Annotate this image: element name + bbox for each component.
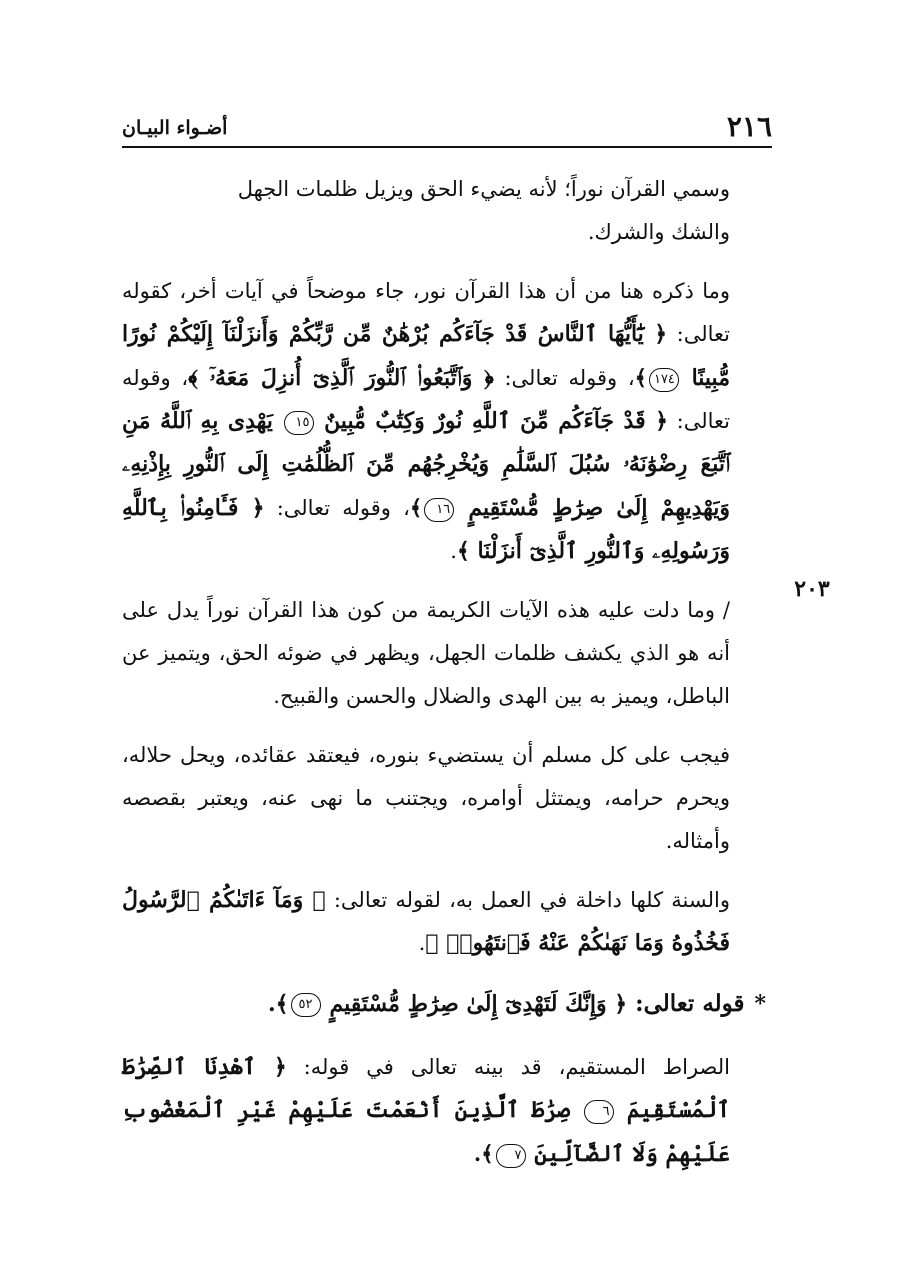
- book-title: أضـواء البيـان: [122, 117, 228, 139]
- paragraph-text: وسمي القرآن نوراً؛ لأنه يضيء الحق ويزيل ظلمات الجهل: [237, 177, 730, 201]
- quran-verse: ﴿ يَٰٓأَيُّهَا ٱلنَّاسُ قَدْ جَآءَكُم بُرْهَٰنٌ مِّن رَّبِّكُمْ وَأَنزَلْنَآ إِلَيْكُمْ نُورًا مُّبِينًا: [122, 321, 730, 391]
- quran-verse: ﴿ وَٱتَّبَعُوا۟ ٱلنُّورَ ٱلَّذِىٓ أُنزِلَ مَعَهُۥٓ ﴾: [188, 365, 494, 391]
- margin-page-reference: ٢٠٣: [794, 576, 830, 602]
- paragraph-text: ، وقوله تعالى:: [264, 496, 410, 520]
- quran-verse: ﴿ وَإِنَّكَ لَتَهْدِىٓ إِلَىٰ صِرَٰطٍ مُّسْتَقِيمٍ: [329, 991, 628, 1017]
- paragraph-verses-on-light: [122, 270, 772, 573]
- verse-number-badge: ١٥: [284, 411, 314, 435]
- verse-number-badge: ١٧٤: [649, 368, 679, 392]
- verse-number-badge: ٥٢: [291, 993, 321, 1017]
- paragraph-text: فيجب على كل مسلم أن يستضيء بنوره، فيعتقد عقائده، ويحل حلاله، ويحرم حرامه، ويمتثل أوامره، ويجتنب ما نهى عنه، ويعتبر بقصصه وأمثاله.: [122, 743, 730, 853]
- verse-number-badge: ١٦: [424, 498, 454, 522]
- paragraph-text: / وما دلت عليه هذه الآيات الكريمة من كون هذا القرآن نوراً يدل على أنه هو الذي يكشف ظلمات الجهل، ويظهر في ضوئه الحق، ويتميز عن الباطل، ويميز به بين الهدى والضلال والحسن والقبيح.: [122, 598, 730, 708]
- verse-close-bracket: ﴾.: [473, 1141, 494, 1166]
- star-marker-icon: *: [754, 991, 767, 1017]
- quran-verse: ﴿ ٱهْدِنَا ٱلصِّرَٰطَ ٱلْمُسْتَقِيمَ: [122, 1054, 730, 1123]
- quran-verse: ﴿ وَمَآ ءَاتَىٰكُمُ ٱلرَّسُولُ فَخُذُوهُ وَمَا نَهَىٰكُمْ عَنْهُ فَٱنتَهُوا۟ ﴾: [122, 887, 730, 956]
- paragraph-text: .: [450, 539, 457, 563]
- verse-close-bracket: ﴾.: [267, 991, 289, 1017]
- verse-number-badge: ٦: [584, 1100, 614, 1124]
- page-header: [122, 108, 772, 148]
- page-number: ٢١٦: [726, 110, 772, 143]
- quran-verse: صِرَٰطَ ٱلَّذِينَ أَنْعَمْتَ عَلَيْهِمْ غَيْرِ ٱلْمَغْضُوبِ عَلَيْهِمْ وَلَا ٱلضَّآلِّينَ: [122, 1097, 730, 1167]
- paragraph-text: .: [418, 931, 426, 955]
- paragraph-text: وما ذكره هنا من أن هذا القرآن نور، جاء موضحاً في آيات أخر، كقوله تعالى:: [122, 279, 730, 346]
- paragraph-sunnah: [122, 879, 772, 965]
- heading-lead: قوله تعالى:: [627, 990, 745, 1017]
- verse-close-bracket: ﴾: [409, 495, 423, 520]
- quran-verse: ﴿ قَدْ جَآءَكُم مِّنَ ٱللَّهِ نُورٌ وَكِتَٰبٌ مُّبِينٌ: [324, 408, 669, 434]
- paragraph-text: ، وقوله تعالى:: [493, 366, 635, 390]
- quran-verse: ﴿ فَـَٔامِنُوا۟ بِٱللَّهِ وَرَسُولِهِۦ وَٱلنُّورِ ٱلَّذِىٓ أَنزَلْنَا ﴾: [122, 495, 730, 564]
- paragraph-text: الصراط المستقيم، قد بينه تعالى في قوله:: [286, 1055, 730, 1079]
- paragraph-text: والشك والشرك.: [587, 220, 730, 244]
- paragraph-meaning-of-light: [122, 589, 772, 718]
- page-body: [122, 168, 772, 1168]
- paragraph-duty-of-muslim: [122, 734, 772, 863]
- paragraph-text: ، وقوله تعالى:: [122, 366, 730, 433]
- paragraph-quran-light: [122, 168, 772, 254]
- verse-close-bracket: ﴾: [634, 365, 647, 390]
- section-heading: [122, 981, 772, 1028]
- paragraph-straight-path: [122, 1046, 772, 1176]
- verse-number-badge: ٧: [496, 1144, 526, 1168]
- quran-verse: يَهْدِى بِهِ ٱللَّهُ مَنِ ٱتَّبَعَ رِضْوَٰنَهُۥ سُبُلَ ٱلسَّلَٰمِ وَيُخْرِجُهُم مِّنَ ٱلظُّلُمَٰتِ إِلَى ٱلنُّورِ بِإِذْنِهِۦ وَيَهْدِيهِمْ إِلَىٰ صِرَٰطٍ مُّسْتَقِيمٍ: [122, 408, 731, 521]
- paragraph-text: والسنة كلها داخلة في العمل به، لقوله تعالى:: [325, 888, 730, 912]
